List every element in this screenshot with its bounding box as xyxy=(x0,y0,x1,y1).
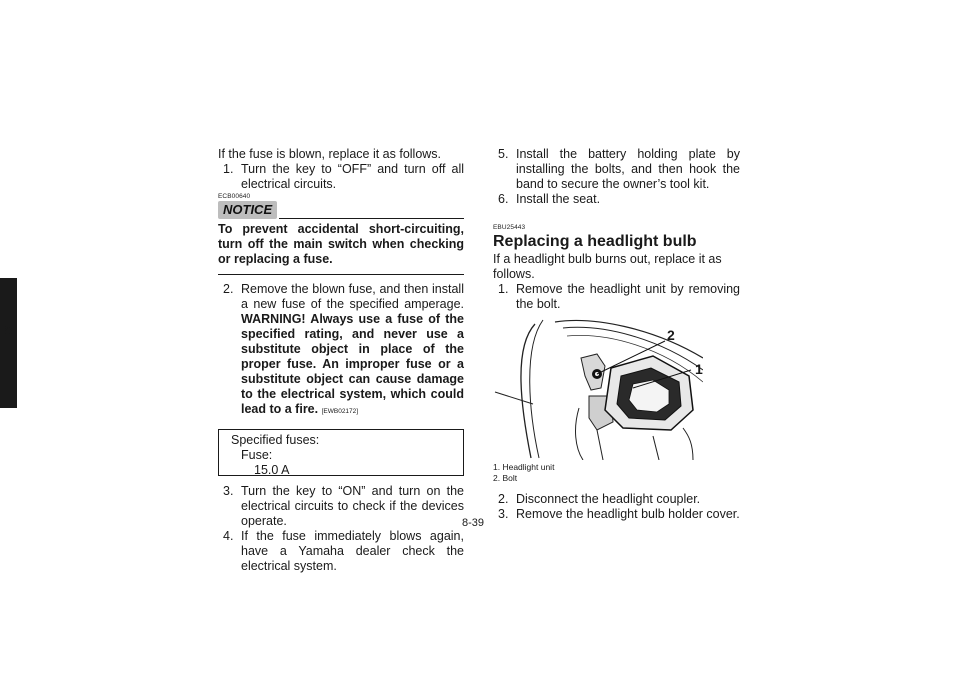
spec-title: Specified fuses: xyxy=(231,433,320,447)
section-title: Replacing a headlight bulb xyxy=(493,233,697,250)
spec-value: 15.0 A xyxy=(254,463,290,477)
step-number: 5. xyxy=(498,147,509,161)
fuse-intro: If the fuse is blown, replace it as follows. xyxy=(218,147,442,161)
step-number: 3. xyxy=(498,507,509,521)
right-column xyxy=(493,147,740,522)
fuse-step-5 xyxy=(493,147,740,192)
warning-text: WARNING! Always use a fuse of the specified rating, and never use a substitute object in place of the proper fuse. An improper fuse or a substitute object can cause damage to the electrical system, which could lead to a fire. xyxy=(241,312,464,416)
step-number: 4. xyxy=(223,529,234,543)
step-number: 2. xyxy=(498,492,509,506)
step-number: 1. xyxy=(498,282,509,296)
step-text: Turn the key to “ON” and turn on the electrical circuits to check if the devices operate. xyxy=(241,484,464,528)
warning-code: [EWB02172] xyxy=(321,408,359,415)
spec-label: Fuse: xyxy=(241,448,273,462)
fuse-step-1 xyxy=(218,162,464,192)
step-text: Remove the blown fuse, and then install a new fuse of the specified amperage. xyxy=(241,282,464,311)
step-number: 2. xyxy=(223,282,234,296)
callout-2: 2 xyxy=(667,327,675,343)
callout-1: 1 xyxy=(695,361,703,377)
notice-text: To prevent accidental short-circuiting, turn off the main switch when checking or replacing a fuse. xyxy=(218,222,464,266)
notice-end-rule xyxy=(218,274,464,275)
step-text: Install the battery holding plate by installing the bolts, and then hook the band to secure the owner’s tool kit. xyxy=(516,147,740,191)
spec-box xyxy=(218,429,464,476)
fuse-step-3 xyxy=(218,484,464,529)
page-number: 8-39 xyxy=(462,517,485,529)
notice-code: ECB00640 xyxy=(218,193,251,200)
figure-legend xyxy=(493,462,740,484)
legend-item: 2. Bolt xyxy=(493,473,518,483)
headlight-step-1 xyxy=(493,282,740,312)
notice-rule xyxy=(279,218,464,219)
step-text: Remove the headlight bulb holder cover. xyxy=(516,507,740,521)
step-number: 3. xyxy=(223,484,234,498)
headlight-step-3 xyxy=(493,507,740,522)
fuse-step-2 xyxy=(218,282,464,419)
section-intro: If a headlight bulb burns out, replace it as follows. xyxy=(493,252,722,281)
fuse-step-4 xyxy=(218,529,464,574)
step-text: Remove the headlight unit by removing the bolt. xyxy=(516,282,740,311)
step-text: Disconnect the headlight coupler. xyxy=(516,492,701,506)
notice-header xyxy=(218,201,464,219)
fuse-step-6 xyxy=(493,192,740,207)
step-number: 6. xyxy=(498,192,509,206)
chapter-tab xyxy=(0,278,17,408)
section-code: EBU25443 xyxy=(493,224,526,231)
legend-item: 1. Headlight unit xyxy=(493,462,555,472)
headlight-step-2 xyxy=(493,492,740,507)
chapter-number: 8 xyxy=(4,322,13,338)
step-number: 1. xyxy=(223,162,234,176)
notice-badge: NOTICE xyxy=(218,201,277,219)
headlight-figure xyxy=(493,318,703,460)
step-text: Turn the key to “OFF” and turn off all electrical circuits. xyxy=(241,162,464,191)
left-column xyxy=(218,147,464,574)
step-text: Install the seat. xyxy=(516,192,601,206)
step-text: If the fuse immediately blows again, have a Yamaha dealer check the electrical system. xyxy=(241,529,464,573)
